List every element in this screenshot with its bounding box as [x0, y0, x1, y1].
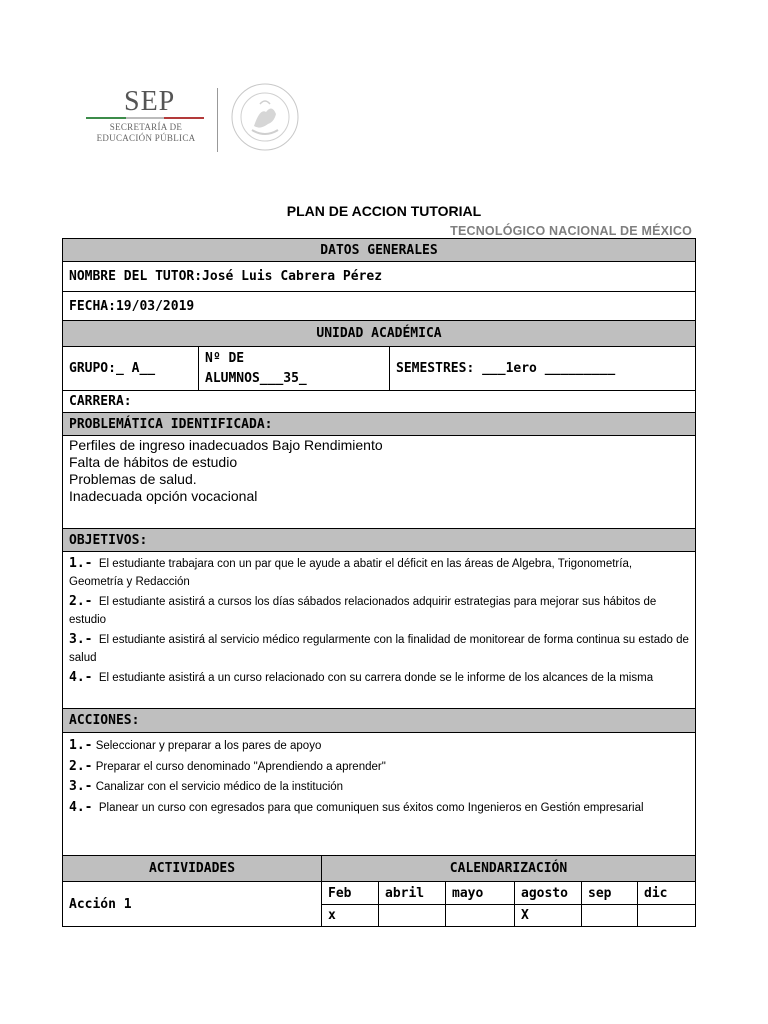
plan-form-table	[62, 238, 696, 859]
accion-number: 1.-	[69, 738, 93, 753]
grupo-field: GRUPO:_ A__	[63, 347, 199, 391]
accion-number: 3.-	[69, 779, 93, 794]
schedule-cell	[379, 905, 446, 927]
problematica-item: Perfiles de ingreso inadecuados Bajo Rendimiento	[69, 437, 383, 453]
tutor-name-field: NOMBRE DEL TUTOR:José Luis Cabrera Pérez	[63, 262, 696, 292]
schedule-cell: x	[322, 905, 379, 927]
objetivo-text: El estudiante asistirá al servicio médico regularmente con la finalidad de monitorear de forma continua su estado de salud	[69, 634, 689, 664]
sep-logo	[84, 82, 314, 162]
objetivo-item	[69, 593, 689, 629]
institution-name: TECNOLÓGICO NACIONAL DE MÉXICO	[450, 224, 692, 238]
objetivo-number: 2.-	[69, 594, 93, 609]
schedule-cell	[582, 905, 638, 927]
accion-item	[69, 737, 689, 756]
actividades-header: ACTIVIDADES	[63, 856, 322, 882]
carrera-field: CARRERA:	[63, 391, 696, 413]
schedule-cell	[638, 905, 696, 927]
sep-tricolor-line	[86, 117, 204, 119]
accion-item	[69, 758, 689, 777]
objetivo-item	[69, 669, 689, 688]
calendar-table	[62, 855, 696, 927]
objetivo-number: 3.-	[69, 632, 93, 647]
accion-item	[69, 799, 689, 818]
sep-subtitle-line-2: EDUCACIÓN PÚBLICA	[96, 133, 196, 143]
schedule-cell	[446, 905, 515, 927]
accion-text: Canalizar con el servicio médico de la institución	[95, 781, 344, 793]
problematica-item: Problemas de salud.	[69, 471, 197, 487]
calendarizacion-header: CALENDARIZACIÓN	[322, 856, 696, 882]
sep-logo-text: SEP	[124, 86, 176, 117]
problematica-content	[63, 436, 696, 529]
accion-item	[69, 778, 689, 797]
acciones-header: ACCIONES:	[63, 709, 696, 733]
objetivos-content	[63, 552, 696, 709]
sep-subtitle-line-1: SECRETARÍA DE	[109, 122, 183, 132]
objetivo-text: El estudiante trabajara con un par que le ayude a abatir el déficit en las áreas de Algebra, Trigonometría, Geometría y Redacción	[69, 558, 633, 588]
accion-number: 4.-	[69, 799, 93, 815]
date-field: FECHA:19/03/2019	[63, 292, 696, 321]
problematica-header: PROBLEMÁTICA IDENTIFICADA:	[63, 413, 696, 436]
objetivo-item	[69, 631, 689, 667]
objetivos-header: OBJETIVOS:	[63, 529, 696, 552]
semestres-field: SEMESTRES: ___1ero _________	[390, 347, 696, 391]
objetivo-text: El estudiante asistirá a cursos los días sábados relacionados adquirir estrategias para mejorar sus hábitos de estudio	[69, 596, 657, 626]
accion-text: Preparar el curso denominado "Aprendiendo a aprender"	[95, 760, 386, 773]
month-header: abril	[379, 882, 446, 905]
accion-number: 2.-	[69, 758, 93, 774]
month-header: Feb	[322, 882, 379, 905]
mexico-seal-icon	[230, 82, 300, 152]
accion-text: Seleccionar y preparar a los pares de apoyo	[95, 740, 322, 752]
month-header: dic	[638, 882, 696, 905]
alumnos-value: ALUMNOS___35_	[205, 370, 307, 386]
alumnos-field	[199, 347, 390, 391]
schedule-cell: X	[515, 905, 582, 927]
month-header: agosto	[515, 882, 582, 905]
objetivo-text: El estudiante asistirá a un curso relacionado con su carrera donde se le informe de los alcances de la misma	[98, 672, 654, 684]
sep-logo-subtitle	[84, 122, 208, 144]
problematica-item: Inadecuada opción vocacional	[69, 488, 258, 504]
month-header: sep	[582, 882, 638, 905]
problematica-item: Falta de hábitos de estudio	[69, 454, 238, 470]
objetivo-item	[69, 555, 689, 591]
objetivo-number: 1.-	[69, 556, 93, 571]
unidad-academica-header: UNIDAD ACADÉMICA	[63, 321, 696, 347]
datos-generales-header: DATOS GENERALES	[63, 239, 696, 262]
alumnos-label: Nº DE	[205, 350, 245, 366]
objetivo-number: 4.-	[69, 670, 93, 685]
activity-label: Acción 1	[63, 882, 322, 927]
document-title: PLAN DE ACCION TUTORIAL	[286, 203, 482, 219]
acciones-content	[63, 733, 696, 859]
logo-divider	[217, 88, 218, 152]
accion-text: Planear un curso con egresados para que comuniquen sus éxitos como Ingenieros en Gestión empresarial	[98, 801, 644, 814]
month-header: mayo	[446, 882, 515, 905]
